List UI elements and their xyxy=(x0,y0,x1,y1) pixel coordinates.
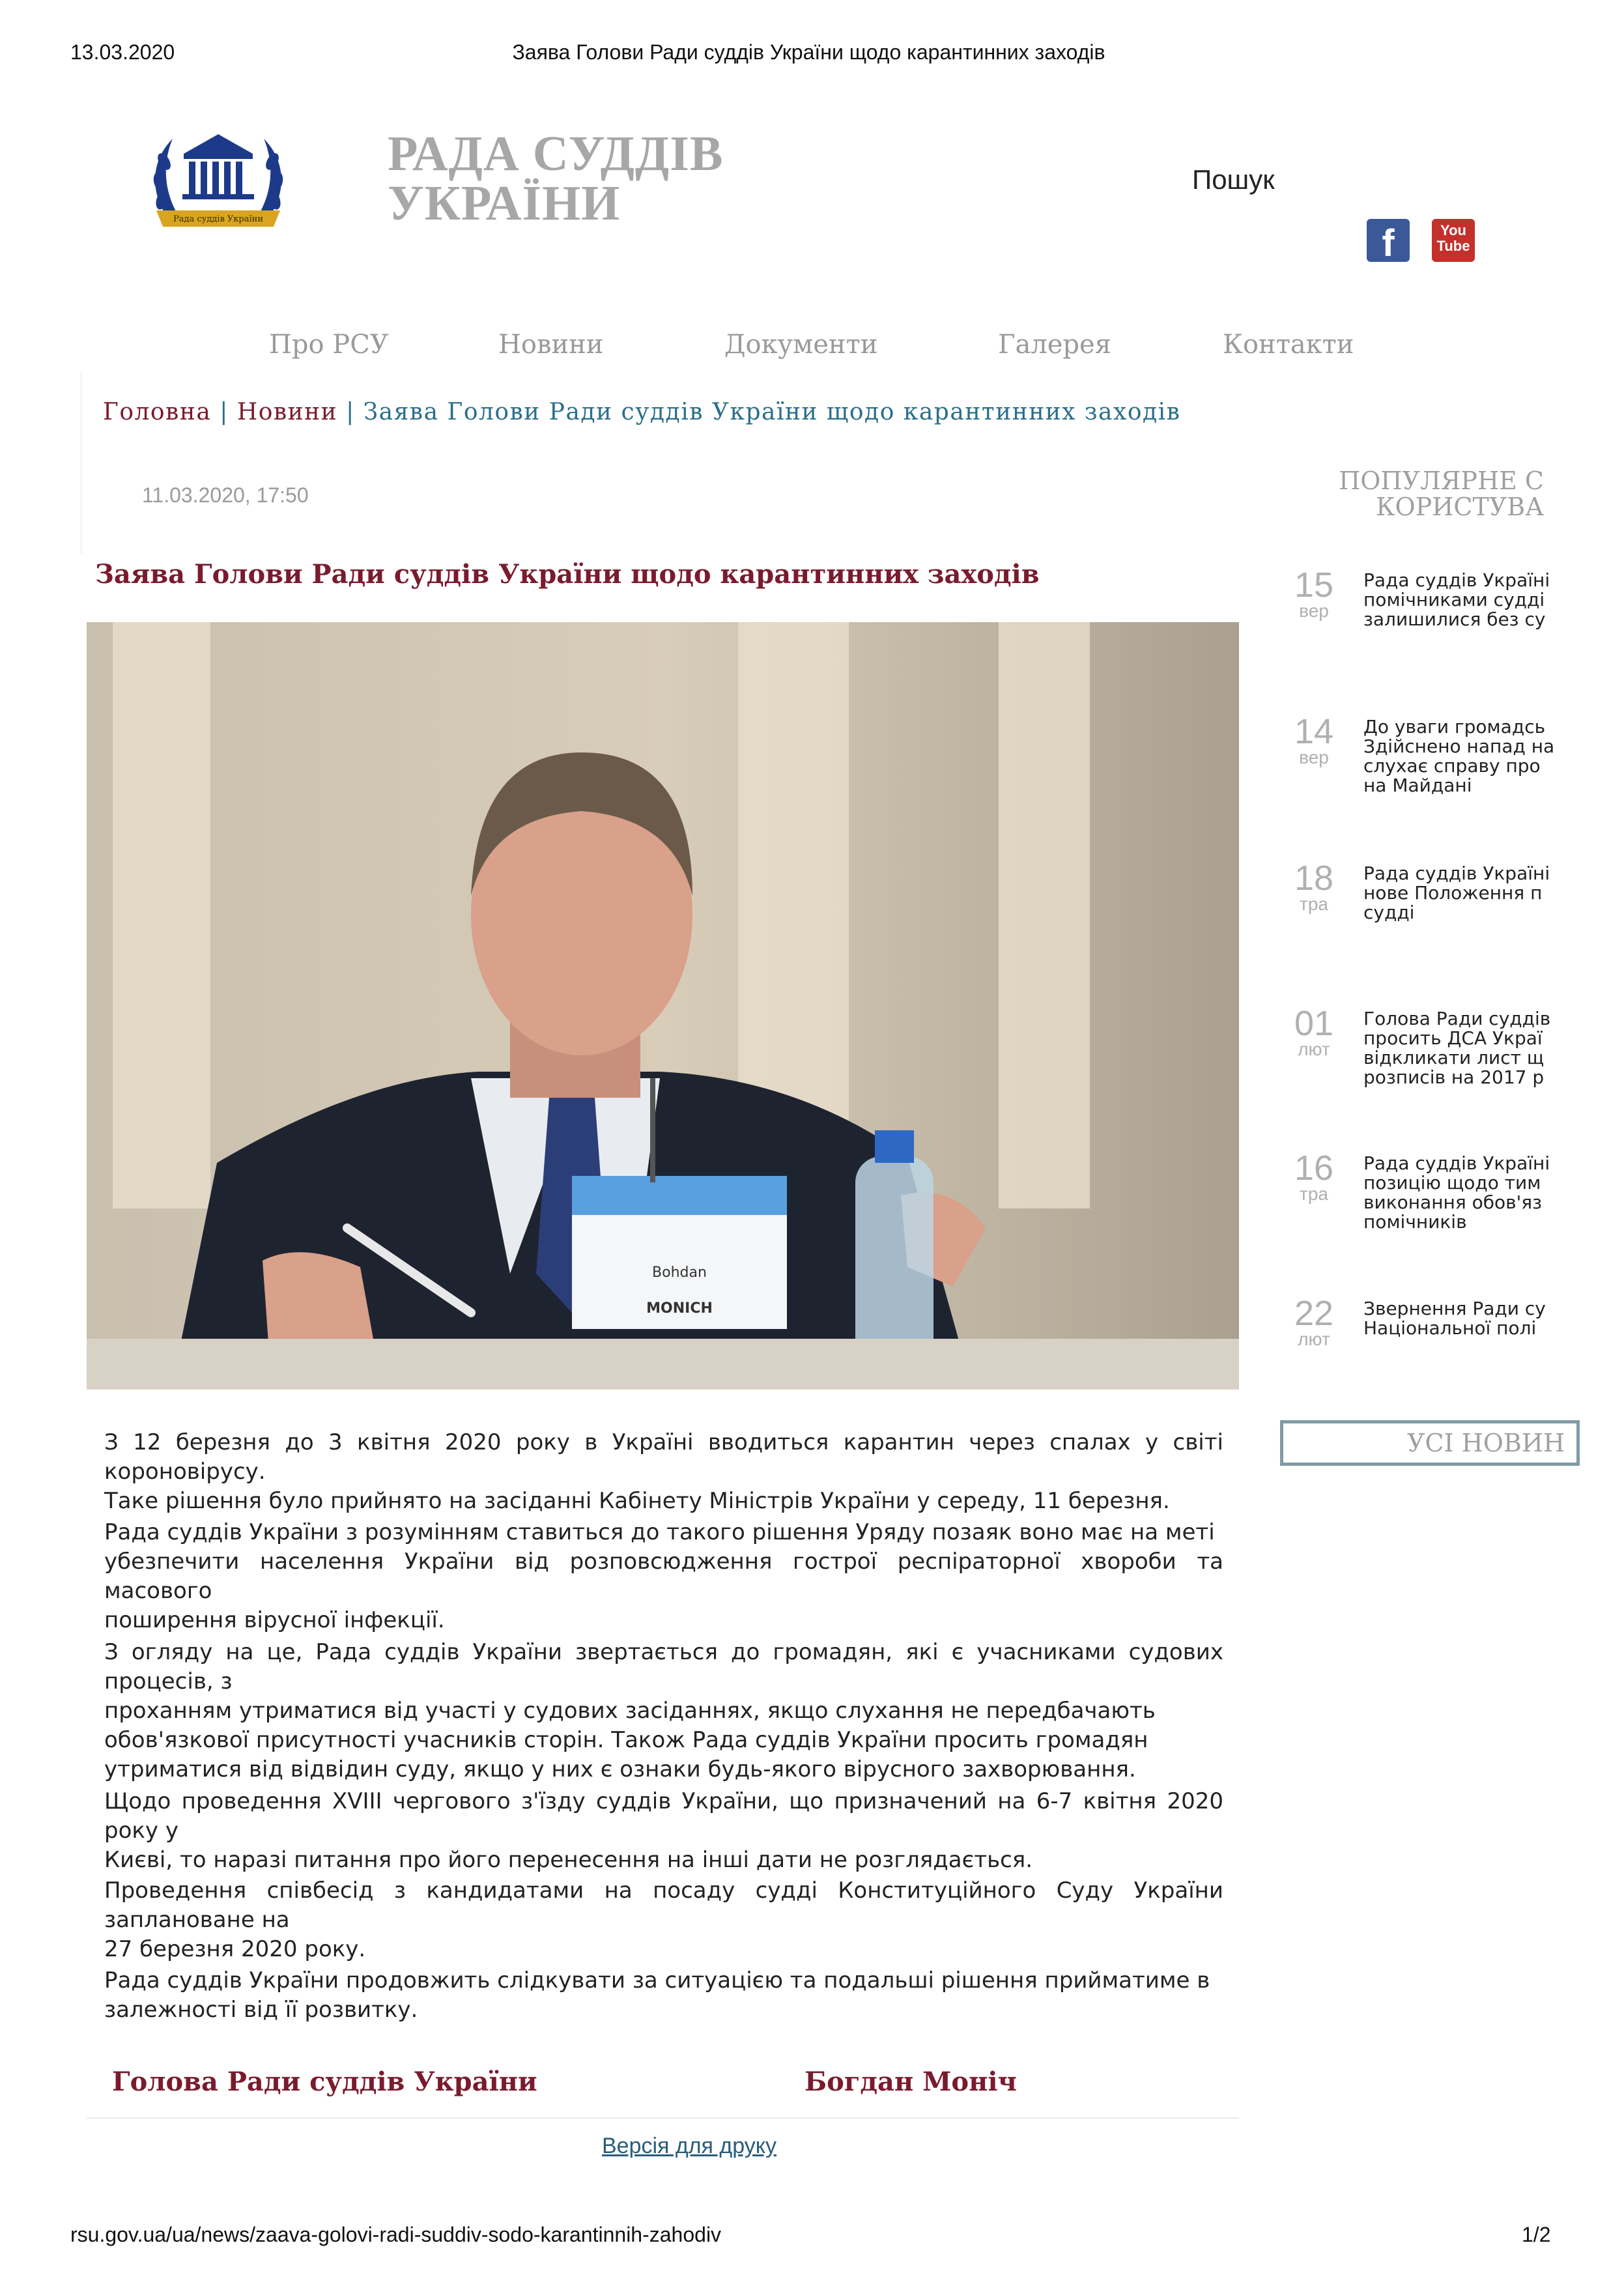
nav-item-contacts[interactable]: Контакти xyxy=(1223,330,1354,360)
site-logo[interactable] xyxy=(143,122,293,240)
news-day: 22 xyxy=(1294,1294,1334,1333)
footer-page-number: 1/2 xyxy=(1522,2223,1551,2246)
sidebar-news-item[interactable] xyxy=(1280,565,1550,664)
news-title[interactable]: Рада суддів Україні нове Положення п судді xyxy=(1363,863,1550,923)
breadcrumb xyxy=(103,399,1180,425)
sidebar-news-item[interactable] xyxy=(1280,1004,1551,1103)
news-title[interactable]: Звернення Ради су Національної полі xyxy=(1363,1298,1546,1339)
article-paragraph: З огляду на це, Рада суддів України звертається до громадян, які є учасниками судових процесів, з проханням утриматися від участі у судових засіданнях, якщо слухання не передбачають обов'язкової присутності учасників сторін. Також Рада суддів України просить громадян утриматися від відвідин суду, якщо у них є ознаки будь-якого вірусного захворювання. xyxy=(104,1639,1223,1782)
article-title: Заява Голови Ради суддів України щодо карантинних заходів xyxy=(95,559,1040,590)
sidebar-news-item[interactable] xyxy=(1280,1295,1544,1393)
nav-item-gallery[interactable]: Галерея xyxy=(998,330,1111,360)
news-month: вер xyxy=(1299,601,1329,621)
print-header-title: Заява Голови Ради суддів України щодо карантинних заходів xyxy=(512,40,1105,64)
news-month: вер xyxy=(1299,747,1329,767)
article-paragraph: Проведення співбесід з кандидатами на посаду судді Конституційного Суду України заплановане на 27 березня 2020 року. xyxy=(104,1878,1223,1962)
nav-item-documents[interactable]: Документи xyxy=(724,330,878,360)
article-paragraph: Щодо проведення XVIII чергового з'їзду суддів України, що призначений на 6-7 квітня 2020 року у Києві, то наразі питання про його перенесення на інші дати не розглядається. xyxy=(104,1788,1223,1873)
nav-item-about[interactable]: Про РСУ xyxy=(269,330,389,360)
news-day: 18 xyxy=(1294,859,1334,898)
news-month: лют xyxy=(1298,1039,1330,1059)
signature-name: Богдан Моніч xyxy=(805,2066,1017,2097)
signature-position: Голова Ради суддів України xyxy=(112,2066,537,2097)
news-month: тра xyxy=(1300,894,1328,914)
sidebar-heading: ПОПУЛЯРНЕ С КОРИСТУВА xyxy=(1339,466,1544,521)
news-day: 01 xyxy=(1294,1004,1334,1043)
breadcrumb-separator: | xyxy=(220,399,229,425)
article-paragraph: Рада суддів України продовжить слідкувати за ситуацією та подальші рішення прийматиме в залежності від її розвитку. xyxy=(104,1967,1210,2023)
sidebar-news-item[interactable] xyxy=(1280,712,1555,811)
search-link[interactable]: Пошук xyxy=(1192,164,1275,195)
breadcrumb-home[interactable]: Головна xyxy=(103,399,212,425)
news-title[interactable]: Голова Ради суддів просить ДСА Украї відкликати лист щ розписів на 2017 р xyxy=(1363,1008,1551,1088)
article-paragraph: З 12 березня до 3 квітня 2020 року в Україні вводиться карантин через спалах у світі короновірусу. Таке рішення було прийнято на засіданні Кабінету Міністрів України у середу, 11 березня. xyxy=(104,1429,1223,1514)
breadcrumb-separator: | xyxy=(346,399,355,425)
sidebar-news-item[interactable] xyxy=(1280,1149,1550,1248)
sidebar-news-item[interactable] xyxy=(1280,859,1550,958)
news-month: тра xyxy=(1300,1184,1328,1204)
nav-item-news[interactable]: Новини xyxy=(498,330,604,360)
site-name-line2: УКРАЇНИ xyxy=(388,176,621,231)
signature-divider xyxy=(87,2117,1239,2119)
news-title[interactable]: Рада суддів Україні помічниками судді залишилися без су xyxy=(1363,569,1550,630)
facebook-icon[interactable]: f xyxy=(1367,219,1410,262)
footer-url: rsu.gov.ua/ua/news/zaava-golovi-radi-suddiv-sodo-karantinnih-zahodiv xyxy=(70,2223,722,2246)
article-date: 11.03.2020, 17:50 xyxy=(142,483,309,507)
news-day: 14 xyxy=(1294,712,1334,751)
news-title[interactable]: До уваги громадсь Здійснено напад на слухає справу про на Майдані xyxy=(1363,716,1555,796)
site-name[interactable] xyxy=(388,126,724,231)
logo-ribbon-text: Рада суддів України xyxy=(173,214,264,224)
print-header-date: 13.03.2020 xyxy=(70,40,175,64)
youtube-icon[interactable]: You Tube xyxy=(1432,219,1475,262)
news-title[interactable]: Рада суддів Україні позицію щодо тим виконання обов'яз помічників xyxy=(1363,1152,1550,1233)
breadcrumb-news[interactable]: Новини xyxy=(236,399,338,425)
site-name-line1: РАДА СУДДІВ xyxy=(388,126,724,181)
news-month: лют xyxy=(1298,1329,1330,1349)
news-day: 16 xyxy=(1294,1149,1334,1188)
news-day: 15 xyxy=(1294,565,1334,605)
print-version-link[interactable]: Версія для друку xyxy=(601,2134,777,2158)
popular-news-sidebar xyxy=(1280,456,1565,2150)
breadcrumb-current: Заява Голови Ради суддів України щодо карантинних заходів xyxy=(363,399,1181,425)
article-paragraph: Рада суддів України з розумінням ставиться до такого рішення Уряду позаяк воно має на меті убезпечити населення України від розповсюдження гострої респіраторної хвороби та масового поширення вірусної інфекції. xyxy=(104,1519,1223,1633)
nameplate-last-name: MONICH xyxy=(646,1300,713,1317)
article-photo xyxy=(87,622,1239,1390)
nameplate-first-name: Bohdan xyxy=(652,1264,707,1281)
all-news-button[interactable]: УСІ НОВИН xyxy=(1280,1420,1580,1466)
